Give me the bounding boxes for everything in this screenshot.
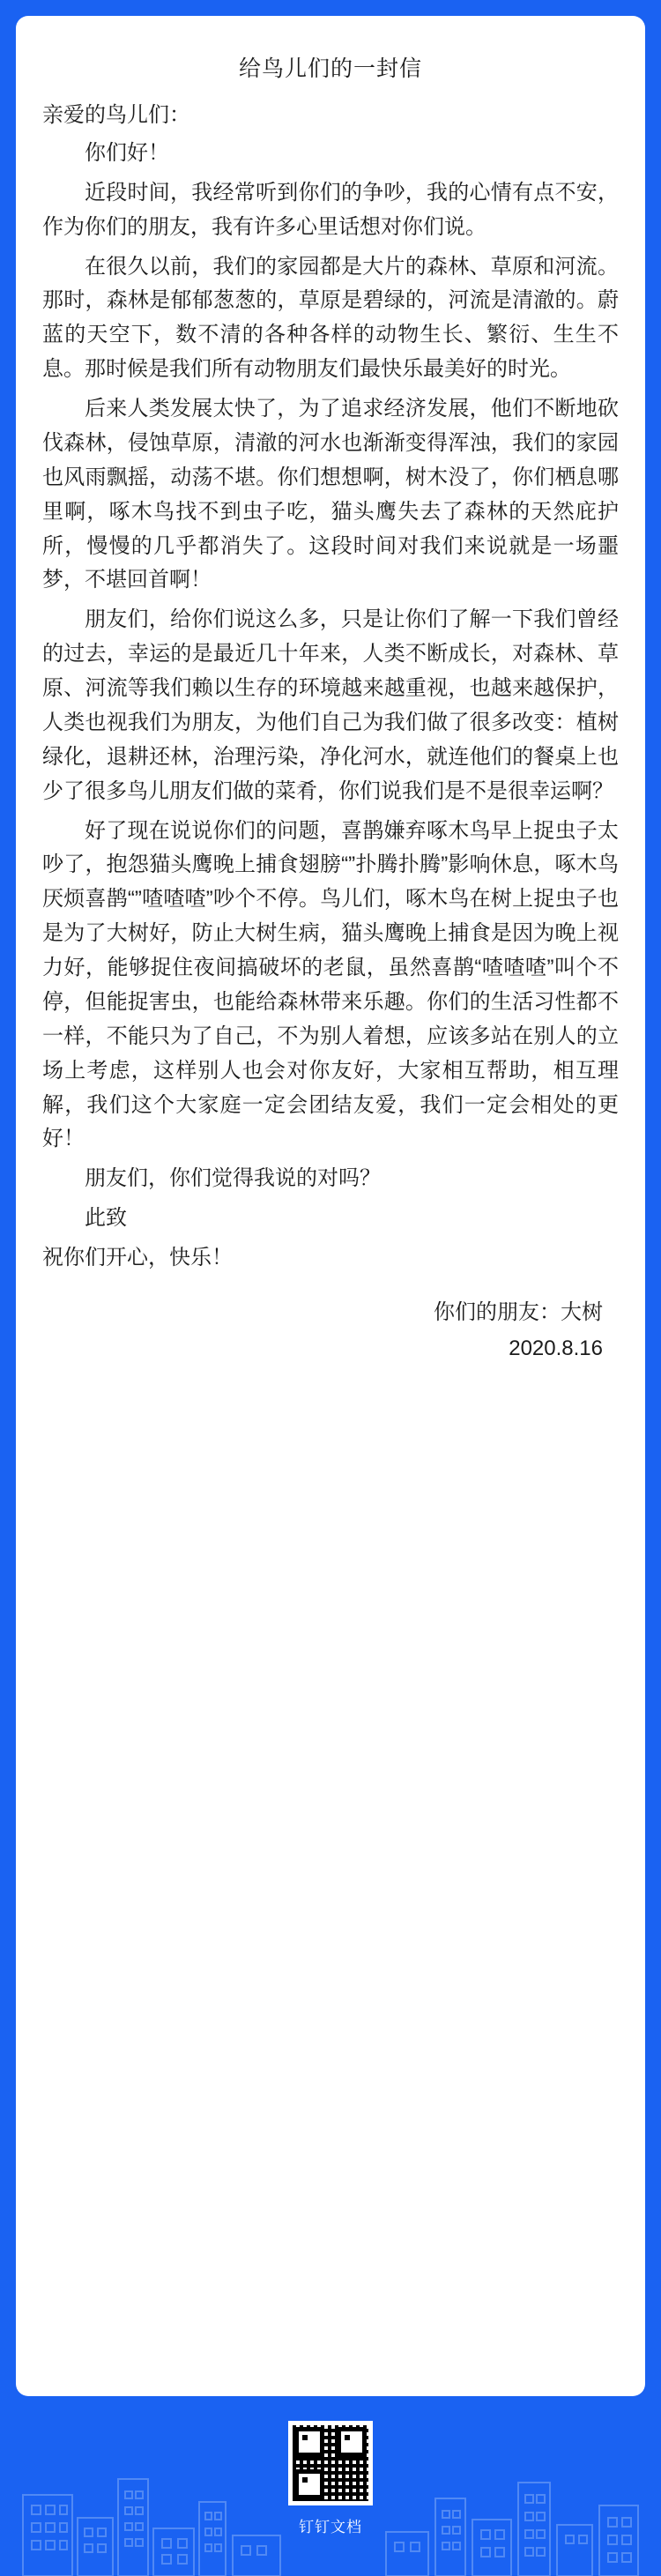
salutation: 亲爱的鸟儿们： [42, 103, 190, 127]
qr-finder-top-left-icon [294, 2427, 324, 2457]
paragraph-7: 朋友们，你们觉得我说的对吗？ [85, 1166, 381, 1191]
signature-block [42, 1295, 619, 1367]
page-footer [16, 2408, 645, 2576]
qr-code-pattern [293, 2425, 368, 2501]
paragraph-2: 近段时间，我经常听到你们的争吵，我的心情有点不安，作为你们的朋友，我有许多心里话想对你们说。 [42, 180, 619, 239]
paragraph-8: 此致 [85, 1206, 127, 1231]
letter-sheet [16, 16, 645, 2396]
closing-line: 祝你们开心，快乐！ [42, 1246, 233, 1269]
signature-from: 你们的朋友：大树 [434, 1299, 603, 1324]
paragraph-4: 后来人类发展太快了，为了追求经济发展，他们不断地砍伐森林，侵蚀草原，清澈的河水也渐渐变得浑浊，我们的家园也风雨飘摇，动荡不堪。你们想想啊，树木没了，你们栖息哪里啊，啄木鸟找不到虫子吃，猫头鹰失去了森林的天然庇护所，慢慢的几乎都消失了。这段时间对我们来说就是一场噩梦，不堪回首啊！ [42, 397, 619, 592]
paragraph-1: 你们好！ [85, 140, 169, 165]
brand-label: 钉钉文档 [299, 2519, 362, 2535]
qr-finder-top-right-icon [337, 2427, 367, 2457]
qr-code-block[interactable] [288, 2421, 373, 2536]
paragraph-3: 在很久以前，我们的家园都是大片的森林、草原和河流。那时，森林是郁郁葱葱的，草原是碧绿的，河流是清澈的。蔚蓝的天空下，数不清的各种各样的动物生长、繁衍、生生不息。那时候是我们所有动物朋友们最快乐最美好的时光。 [42, 254, 619, 382]
paragraph-6: 好了现在说说你们的问题，喜鹊嫌弃啄木鸟早上捉虫子太吵了，抱怨猫头鹰晚上捕食翅膀“”扑腾扑腾”影响休息，啄木鸟厌烦喜鹊“”喳喳喳”吵个不停。鸟儿们，啄木鸟在树上捉虫子也是为了大树好，防止大树生病，猫头鹰晚上捕食是因为晚上视力好，能够捉住夜间搞破坏的老鼠，虽然喜鹊“喳喳喳”叫个不停，但能捉害虫，也能给森林带来乐趣。你们的生活习性都不一样，不能只为了自己，不为别人着想，应该多站在别人的立场上考虑，这样别人也会对你友好，大家相互帮助，相互理解，我们这个大家庭一定会团结友爱，我们一定会相处的更好！ [42, 818, 619, 1151]
page-title: 给鸟儿们的一封信 [238, 56, 422, 81]
qr-finder-bottom-left-icon [294, 2469, 324, 2499]
signature-date: 2020.8.16 [509, 1336, 603, 1360]
qr-code[interactable] [288, 2421, 373, 2505]
paragraph-5: 朋友们，给你们说这么多，只是让你们了解一下我们曾经的过去，幸运的是最近几十年来，人类不断成长，对森林、草原、河流等我们赖以生存的环境越来越重视，也越来越保护，人类也视我们为朋友，为他们自己为我们做了很多改变：植树绿化，退耕还林，治理污染，净化河水，就连他们的餐桌上也少了很多鸟儿朋友们做的菜肴，你们说我们是不是很幸运啊？ [42, 607, 619, 803]
